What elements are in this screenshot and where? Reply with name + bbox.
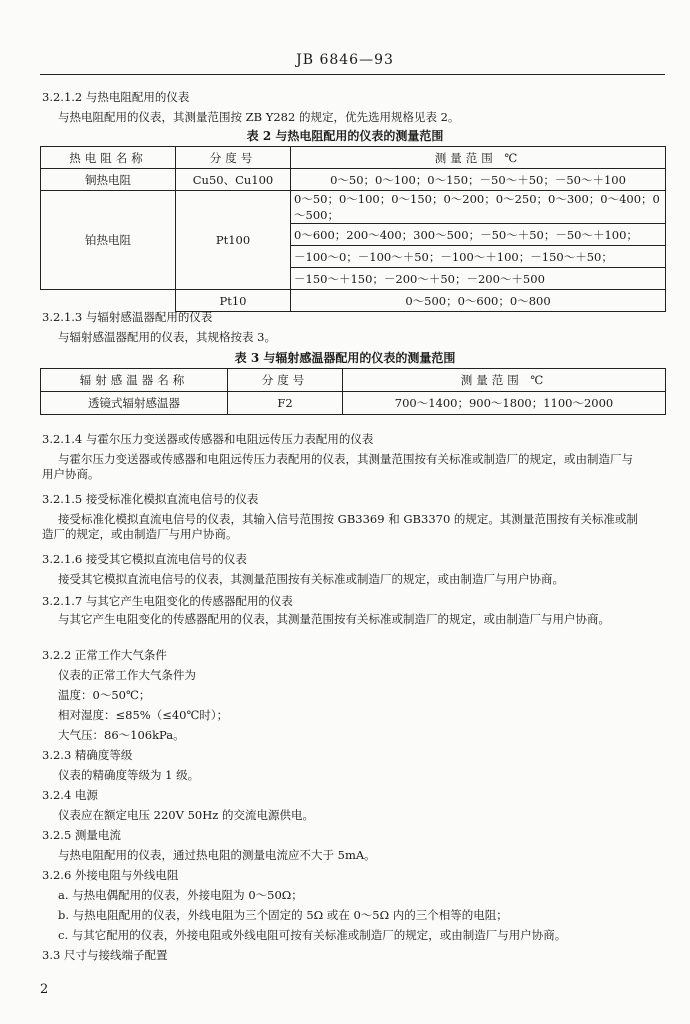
- paragraph: 大气压：86～106kPa。: [58, 728, 185, 742]
- table-cell: 铜热电阻: [41, 169, 176, 191]
- paragraph: 温度：0～50℃；: [58, 688, 151, 702]
- section-heading: 3.2.1.5 接受标准化模拟直流电信号的仪表: [42, 492, 259, 506]
- page-number: 2: [40, 982, 49, 997]
- table-cell: Pt100: [176, 191, 291, 290]
- table-cell: [41, 290, 176, 312]
- standard-code: JB 6846—93: [296, 52, 394, 68]
- section-heading: 3.2.5 测量电流: [42, 828, 121, 842]
- paragraph: 与辐射感温器配用的仪表，其规格按表 3。: [58, 330, 276, 344]
- column-header: 测量范围 ℃: [291, 147, 666, 169]
- paragraph: 与其它产生电阻变化的传感器配用的仪表，其测量范围按有关标准或制造厂的规定，或由制造厂与用户协商。: [58, 612, 610, 626]
- table-cell: 铂热电阻: [41, 191, 176, 290]
- paragraph: 与霍尔压力变送器或传感器和电阻远传压力表配用的仪表，其测量范围按有关标准或制造厂的规定，或由制造厂与用户协商。: [42, 452, 633, 481]
- paragraph: 仪表应在额定电压 220V 50Hz 的交流电源供电。: [58, 808, 314, 822]
- table2: [40, 146, 666, 312]
- column-header: 辐射感温器名称: [41, 369, 228, 392]
- section-heading: 3.2.1.2 与热电阻配用的仪表: [42, 90, 190, 104]
- section-heading: 3.2.6 外接电阻与外线电阻: [42, 868, 179, 882]
- table-header-row: [41, 147, 666, 169]
- column-header: 测量范围 ℃: [343, 369, 666, 392]
- header-rule: [40, 74, 665, 75]
- paragraph: 仪表的精确度等级为 1 级。: [58, 768, 200, 782]
- paragraph: 与热电阻配用的仪表，其测量范围按 ZB Y282 的规定，优先选用规格见表 2。: [58, 110, 460, 124]
- table-row: [41, 191, 666, 224]
- paragraph: 相对湿度：≤85%（≤40℃时）；: [58, 708, 229, 722]
- table-cell: Cu50、Cu100: [176, 169, 291, 191]
- list-item: c. 与其它配用的仪表，外接电阻或外线电阻可按有关标准或制造厂的规定，或由制造厂与用户协商。: [58, 928, 567, 942]
- table3-caption: 表 3 与辐射感温器配用的仪表的测量范围: [234, 351, 456, 365]
- section-heading: 3.3 尺寸与接线端子配置: [42, 948, 168, 962]
- list-item: b. 与热电阻配用的仪表，外线电阻为三个固定的 5Ω 或在 0～5Ω 内的三个相等的电阻；: [58, 908, 508, 922]
- table-cell: －100～0；－100～＋50；－100～＋100；－150～＋50；: [291, 246, 666, 268]
- table-cell: F2: [228, 392, 343, 415]
- table-cell: 0～600；200～400；300～500；－50～＋50；－50～＋100；: [291, 224, 666, 246]
- section-heading: 3.2.4 电源: [42, 788, 98, 802]
- section-heading: 3.2.1.7 与其它产生电阻变化的传感器配用的仪表: [42, 594, 293, 608]
- table-cell: －150～＋150；－200～＋50；－200～＋500: [291, 268, 666, 290]
- column-header: 热电阻名称: [41, 147, 176, 169]
- section-heading: 3.2.1.4 与霍尔压力变送器或传感器和电阻远传压力表配用的仪表: [42, 432, 374, 446]
- table-header-row: [41, 369, 666, 392]
- paragraph: 仪表的正常工作大气条件为: [58, 668, 196, 682]
- table-row: [41, 392, 666, 415]
- table3: [40, 368, 666, 415]
- column-header: 分度号: [228, 369, 343, 392]
- paragraph: 接受其它模拟直流电信号的仪表，其测量范围按有关标准或制造厂的规定，或由制造厂与用户协商。: [58, 572, 564, 586]
- table-cell: 700～1400；900～1800；1100～2000: [343, 392, 666, 415]
- table-cell: 0～500；0～600；0～800: [291, 290, 666, 312]
- table-row: [41, 290, 666, 312]
- table-cell: 透镜式辐射感温器: [41, 392, 228, 415]
- table-cell: 0～50；0～100；0～150；0～200；0～250；0～300；0～400；0～500；: [291, 191, 666, 224]
- section-heading: 3.2.2 正常工作大气条件: [42, 648, 167, 662]
- paragraph: 接受标准化模拟直流电信号的仪表，其输入信号范围按 GB3369 和 GB3370 的规定。其测量范围按有关标准或制造厂的规定，或由制造厂与用户协商。: [42, 512, 638, 541]
- list-item: a. 与热电偶配用的仪表，外接电阻为 0～50Ω；: [58, 888, 303, 902]
- paragraph: 与热电阻配用的仪表，通过热电阻的测量电流应不大于 5mA。: [58, 848, 376, 862]
- table-cell: 0～50；0～100；0～150；－50～＋50；－50～＋100: [291, 169, 666, 191]
- column-header: 分度号: [176, 147, 291, 169]
- table-cell: Pt10: [176, 290, 291, 312]
- section-heading: 3.2.3 精确度等级: [42, 748, 133, 762]
- section-heading: 3.2.1.6 接受其它模拟直流电信号的仪表: [42, 552, 247, 566]
- section-heading: 3.2.1.3 与辐射感温器配用的仪表: [42, 310, 213, 324]
- table2-caption: 表 2 与热电阻配用的仪表的测量范围: [246, 129, 444, 143]
- table-row: [41, 169, 666, 191]
